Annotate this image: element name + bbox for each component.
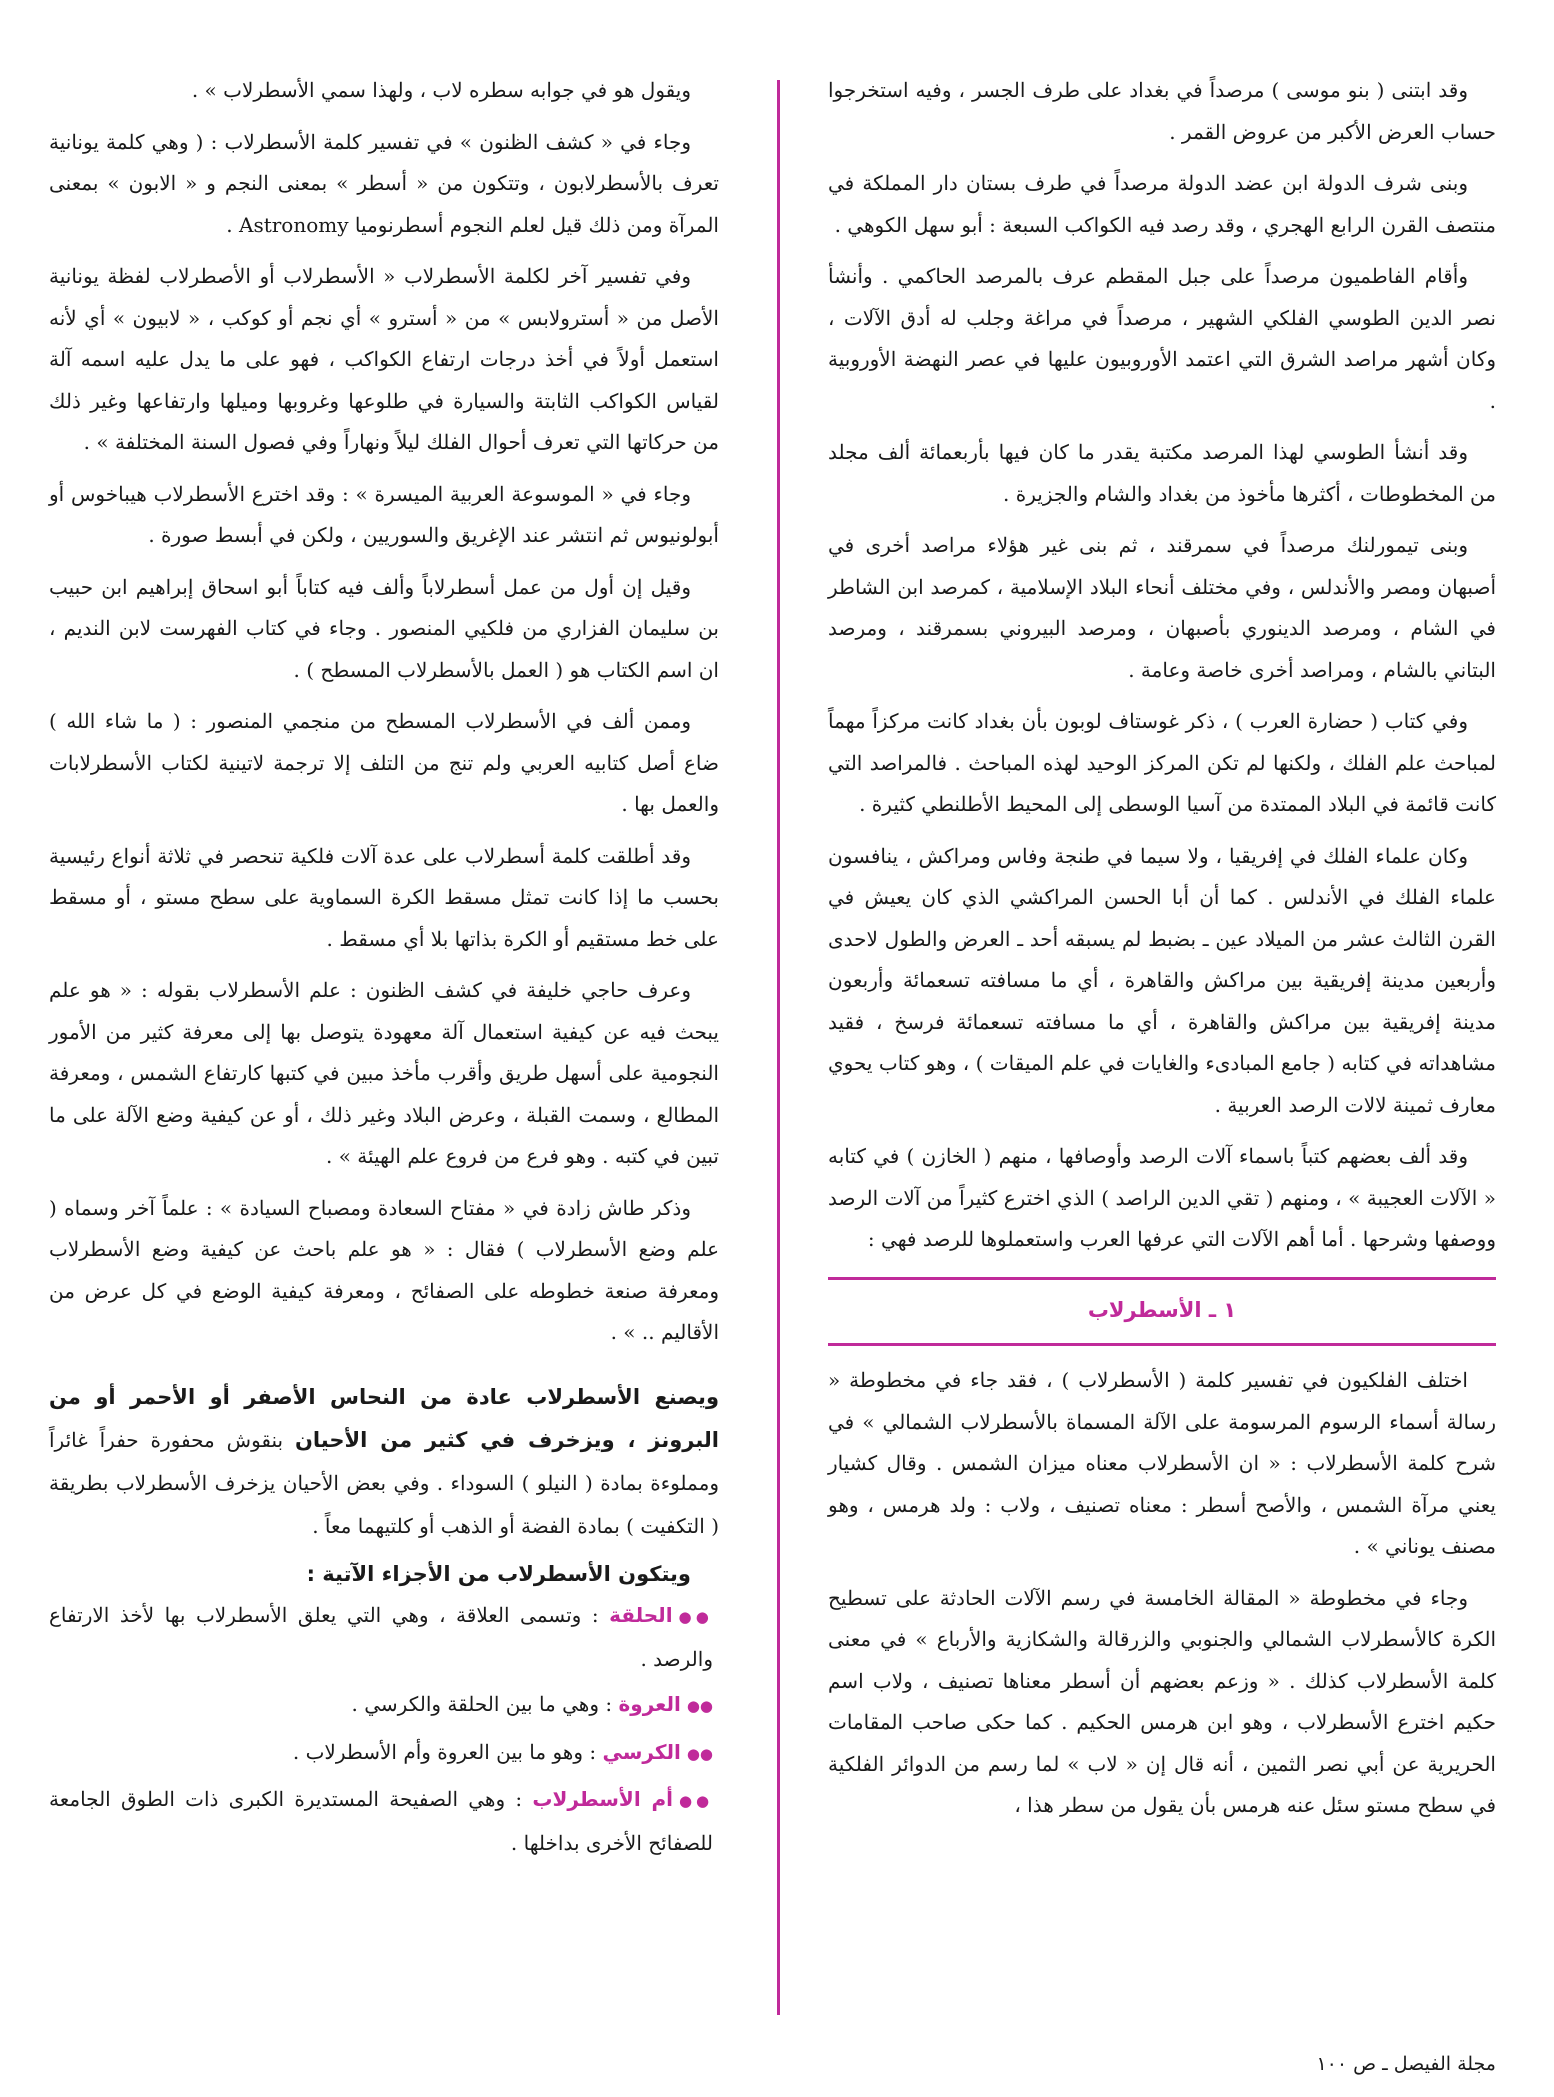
- part-desc: : وهو ما بين العروة وأم الأسطرلاب .: [292, 1739, 603, 1764]
- bullet-icon: ●●: [678, 1608, 713, 1626]
- paragraph: وقيل إن أول من عمل أسطرلاباً وألف فيه كتاباً أبو اسحاق إبراهيم ابن حبيب بن سليمان الفزاري من فلكيي المنصور . وجاء في كتاب الفهرست لابن النديم ، ان اسم الكتاب هو ( العمل بالأسطرلاب المسطح ) .: [49, 574, 719, 682]
- part-item: [49, 1684, 719, 1728]
- paragraph: وبنى شرف الدولة ابن عضد الدولة مرصداً في طرف بستان دار المملكة في منتصف القرن الرابع الهجري ، وقد رصد فيه الكواكب السبعة : أبو سهل الكوهي .: [828, 171, 1496, 237]
- paragraph: وقد ابتنى ( بنو موسى ) مرصداً في بغداد على طرف الجسر ، وفيه استخرجوا حساب العرض الأكبر من عروض القمر .: [828, 78, 1496, 144]
- paragraph: وفي تفسير آخر لكلمة الأسطرلاب « الأسطرلاب أو الأصطرلاب لفظة يونانية الأصل من « أسترولابس » من « أسترو » أي نجم أو كوكب ، « لابيون » أي لأنه استعمل أولاً في أخذ درجات ارتفاع الكواكب ، فهو على ما يدل عليه اسمه آلة لقياس الكواكب الثابتة والسيارة في طلوعها وغروبها وميلها وارتفاعها وغير ذلك من حركاتها التي تعرف أحوال الفلك ليلاً ونهاراً وفي فصول السنة المختلفة » .: [49, 264, 719, 454]
- paragraph: وجاء في « كشف الظنون » في تفسير كلمة الأسطرلاب : ( وهي كلمة يونانية تعرف بالأسطرلابون ، وتتكون من « أسطر » بمعنى النجم و « الابون » بمعنى المرآة ومن ذلك قيل لعلم النجوم أسطرنوميا Astronomy .: [49, 129, 719, 237]
- bullet-icon: ●●: [679, 1792, 713, 1810]
- part-term: أم الأسطرلاب: [532, 1787, 674, 1811]
- paragraph: وممن ألف في الأسطرلاب المسطح من منجمي المنصور : ( ما شاء الله ) ضاع أصل كتابيه العربي ولم تنج من التلف إلا ترجمة لاتينية لكتاب الأسطرلابات والعمل بها .: [49, 709, 719, 816]
- column-divider: [777, 80, 780, 2015]
- bullet-icon: ●●: [686, 1744, 713, 1763]
- paragraph: وقد أطلقت كلمة أسطرلاب على عدة آلات فلكية تنحصر في ثلاثة أنواع رئيسية بحسب ما إذا كانت تمثل مسقط الكرة السماوية على سطح مستو ، أو مسقط على خط مستقيم أو الكرة بذاتها بلا أي مسقط .: [49, 843, 719, 951]
- paragraph: وجاء في « الموسوعة العربية الميسرة » : وقد اخترع الأسطرلاب هيباخوس أو أبولونيوس ثم انتشر عند الإغريق والسوريين ، ولكن في أبسط صورة .: [49, 481, 719, 547]
- page-footer: مجلة الفيصل ـ ص ١٠٠: [1316, 2053, 1496, 2075]
- bold-paragraph: [49, 1376, 719, 1548]
- part-term: العروة: [618, 1692, 681, 1716]
- paragraph: وقد أنشأ الطوسي لهذا المرصد مكتبة يقدر ما كان فيها بأربعمائة ألف مجلد من المخطوطات ، أكثرها مأخوذ من بغداد والشام والجزيرة .: [828, 440, 1496, 506]
- part-item: [49, 1732, 719, 1776]
- paragraph: وجاء في مخطوطة « المقالة الخامسة في رسم الآلات الحادثة على تسطيح الكرة كالأسطرلاب الشمالي والجنوبي والزرقالة والشكازية والأرباع » في معنى كلمة الأسطرلاب كذلك . « وزعم بعضهم أن أسطر معناها تصنيف ، ولاب اسم حكيم اخترع الأسطرلاب ، وهو ابن هرمس الحكيم . كما حكى صاحب المقامات الحريرية عن أبي نصر الثمين ، أنه قال إن « لاب » لما رسم من الدوائر الفلكية في سطح مستو سئل عنه هرمس بأن يقول من سطر هذا ،: [828, 1585, 1497, 1817]
- parts-heading: ويتكون الأسطرلاب من الأجزاء الآتية :: [306, 1561, 691, 1586]
- part-term: الكرسي: [602, 1739, 681, 1764]
- paragraph: وكان علماء الفلك في إفريقيا ، ولا سيما في طنجة وفاس ومراكش ، ينافسون علماء الفلك في الأندلس . كما أن أبا الحسن المراكشي الذي كان يعيش في القرن الثالث عشر من الميلاد عين ـ بضبط لم يسبقه أحد ـ العرض والطول لاحدى وأربعين مدينة إفريقية بين مراكش والقاهرة ، أي ما مسافته تسعمائة وأربعون مدينة إفريقية بين مراكش والقاهرة ، أي ما مسافته تسعمائة فرسخ ، فقيد مشاهداته في كتابه ( جامع المبادىء والغايات في علم الميقات ) ، وهو كتاب يحوي معارف ثمينة لالات الرصد العربية .: [828, 843, 1496, 1117]
- paragraph: وفي كتاب ( حضارة العرب ) ، ذكر غوستاف لوبون بأن بغداد كانت مركزاً مهماً لمباحث علم الفلك ، ولكنها لم تكن المركز الوحيد لهذه المباحث . فالمراصد التي كانت قائمة في البلاد الممتدة من آسيا الوسطى إلى المحيط الأطلنطي كثيرة .: [828, 709, 1496, 816]
- paragraph: وأقام الفاطميون مرصداً على جبل المقطم عرف بالمرصد الحاكمي . وأنشأ نصر الدين الطوسي الفلكي الشهير ، مرصداً في مراغة وجلب له أدق الآلات ، وكان أشهر مراصد الشرق التي اعتمد الأوروبيون عليها في عصر النهضة الأوروبية .: [828, 264, 1496, 413]
- paragraph: وبنى تيمورلنك مرصداً في سمرقند ، ثم بنى غير هؤلاء مراصد أخرى في أصبهان ومصر والأندلس ، وفي مختلف أنحاء البلاد الإسلامية ، كمرصد ابن الشاطر في الشام ، ومرصد الدينوري بأصبهان ، ومرصد البيروني بسمرقند ، ومرصد البتاني بالشام ، ومراصد أخرى خاصة وعامة .: [828, 533, 1496, 682]
- part-desc: : وهي ما بين الحلقة والكرسي .: [351, 1692, 619, 1716]
- paragraph: اختلف الفلكيون في تفسير كلمة ( الأسطرلاب ) ، فقد جاء في مخطوطة « رسالة أسماء الرسوم المرسومة على الآلة المسماة بالأسطرلاب الشمالي » في شرح كلمة الأسطرلاب : « ان الأسطرلاب معناه ميزان الشمس . وقال كشيار يعني مرآة الشمس ، والأصح أسطر : معناه تصنيف ، ولاب : ولد هرمس ، وهو مصنف يوناني » .: [828, 1368, 1496, 1558]
- part-desc: : وهي الصفيحة المستديرة الكبرى ذات الطوق الجامعة للصفائح الأخرى بداخلها .: [49, 1787, 713, 1855]
- paragraph: وقد ألف بعضهم كتباً باسماء آلات الرصد وأوصافها ، منهم ( الخازن ) في كتابه « الآلات العجيبة » ، ومنهم ( تقي الدين الراصد ) الذي اخترع كثيراً من آلات الرصد ووصفها وشرحها . أما أهم الآلات التي عرفها العرب واستعملوها للرصد فهي :: [828, 1144, 1496, 1251]
- bullet-icon: ●●: [686, 1697, 713, 1715]
- paragraph: وعرف حاجي خليفة في كشف الظنون : علم الأسطرلاب بقوله : « هو علم يبحث فيه عن كيفية استعمال آلة معهودة يتوصل بها إلى معرفة كثير من الأمور النجومية على أسهل طريق وأقرب مأخذ مبين في كتبها كارتفاع الشمس ، ومعرفة المطالع ، وسمت القبلة ، وعرض البلاد وغير ذلك ، أو عن كيفية وضع الآلة على ما تبين في كتبه . وهو فرع من فروع علم الهيئة » .: [49, 978, 719, 1168]
- part-desc: : وتسمى العلاقة ، وهي التي يعلق الأسطرلاب بها لأخذ الارتفاع والرصد .: [49, 1603, 713, 1671]
- part-item: [49, 1595, 719, 1680]
- part-item: [49, 1779, 719, 1864]
- section-heading-astrolabe: ١ ـ الأسطرلاب: [828, 1277, 1496, 1347]
- paragraph: وذكر طاش زادة في « مفتاح السعادة ومصباح السيادة » : علماً آخر وسماه ( علم وضع الأسطرلاب ) فقال : « هو علم باحث عن كيفية وضع الأسطرلاب ومعرفة صنعة خطوطه على الصفائح ، ومعرفة كيفية الوضع في كل عرض من الأقاليم .. » .: [49, 1195, 719, 1344]
- right-column: [828, 70, 1496, 1837]
- bold-paragraph-lead: ويصنع الأسطرلاب عادة من النحاس الأصفر أو الأحمر أو من البرونز ، ويزخرف في كثير من الأحيان: [49, 1384, 719, 1452]
- paragraph: ويقول هو في جوابه سطره لاب ، ولهذا سمي الأسطرلاب » .: [191, 78, 691, 102]
- part-term: الحلقة: [609, 1603, 673, 1627]
- bold-paragraph-rest: بنقوش محفورة حفراً غائراً ومملوءة بمادة ( النيلو ) السوداء . وفي بعض الأحيان يزخرف الأسطرلاب بطريقة ( التكفيت ) بمادة الفضة أو الذهب أو كلتيهما معاً .: [49, 1427, 719, 1538]
- left-column: [49, 70, 719, 1868]
